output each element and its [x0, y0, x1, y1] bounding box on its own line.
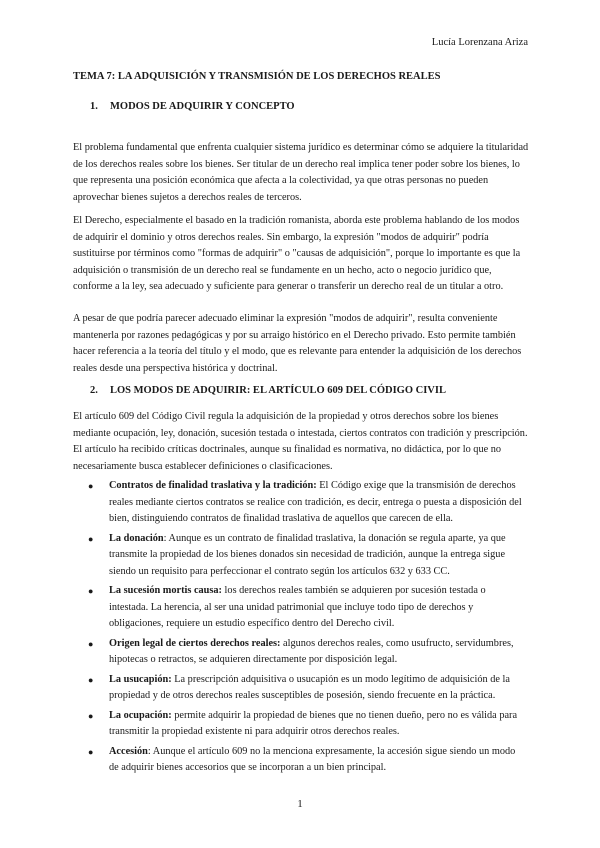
- bullet-icon: ●: [88, 710, 94, 721]
- section-number: 1.: [90, 101, 98, 112]
- list-item-text: : Aunque es un contrato de finalidad traslativa, la donación se regula aparte, ya que transmite la propiedad de los bienes donados sin necesidad de tradición, aunque la entrega sigue siendo un requisito para perfeccionar el contrato según los artículos 632 y 633 CC.: [109, 532, 506, 577]
- section-title: LOS MODOS DE ADQUIRIR: EL ARTÍCULO 609 DEL CÓDIGO CIVIL: [110, 385, 446, 396]
- list-item: [88, 672, 526, 705]
- paragraph: El artículo 609 del Código Civil regula la adquisición de la propiedad y otros derechos sobre los bienes mediante ocupación, ley, donación, sucesión testada o intestada, ciertos contratos con tradición y prescripción. El artículo ha recibido críticas doctrinales, aunque su finalidad es normativa, no didáctica, por lo que no necesariamente busca establecer definiciones o clasificaciones.: [73, 411, 528, 472]
- list-item-text: los derechos reales también se adquieren por sucesión testada o intestada. La herencia, al ser una unidad patrimonial que incluye todo tipo de derechos y obligaciones, requiere un estudio específico dentro del Derecho civil.: [109, 585, 486, 629]
- bullet-icon: ●: [88, 674, 94, 685]
- list-item: [88, 708, 526, 741]
- section-title: MODOS DE ADQUIRIR Y CONCEPTO: [110, 101, 295, 112]
- list-item-text: : Aunque el artículo 609 no la menciona expresamente, la accesión sigue siendo un modo de adquirir bienes accesorios que se incorporan a un bien principal.: [109, 745, 516, 773]
- list-item-term: Accesión: [109, 745, 148, 757]
- list-item-term: Contratos de finalidad traslativa y la tradición:: [109, 480, 317, 491]
- paragraph: El problema fundamental que enfrenta cualquier sistema jurídico es determinar cómo se adquiere la titularidad de los derechos reales sobre los bienes. Ser titular de un derecho real implica tener poder sobre los bienes, lo que representa una posición económica que afecta a la colectividad, ya que otras personas no pueden aprovechar bienes sujetos a derechos reales de terceros.: [73, 142, 529, 203]
- list-item-text: El Código exige que la transmisión de derechos reales mediante ciertos contratos se realice con tradición, es decir, entrega o puesta a disposición del bien, distinguiendo contratos de finalidad traslativa de aquellos que carecen de ella.: [109, 480, 522, 524]
- header-author: Lucía Lorenzana Ariza: [431, 37, 528, 48]
- bullet-icon: ●: [88, 586, 94, 596]
- list-item-text: La prescripción adquisitiva o usucapión es un modo legítimo de adquisición de la propiedad y de otros derechos reales susceptibles de posesión, siendo frecuente en la práctica.: [109, 673, 510, 701]
- list-item-term: La sucesión mortis causa:: [109, 585, 222, 596]
- list-item-text: algunos derechos reales, como usufructo, servidumbres, hipotecas o retractos, se adquieren directamente por disposición legal.: [109, 637, 514, 665]
- bullet-icon: ●: [88, 746, 94, 757]
- list-item: [88, 744, 526, 777]
- list-item: [88, 531, 526, 581]
- paragraph: A pesar de que podría parecer adecuado eliminar la expresión "modos de adquirir", resulta conveniente mantenerla por razones pedagógicas y por su arraigo histórico en el Derecho privado. Esto permite también hacer referencia a la teoría del título y el modo, que es relevante para entender la adquisición de los derechos reales desde una perspectiva histórica y doctrinal.: [73, 313, 522, 374]
- list-item-term: Origen legal de ciertos derechos reales:: [109, 637, 281, 649]
- section-heading-1: [90, 101, 295, 112]
- paragraph: El Derecho, especialmente el basado en la tradición romanista, aborda este problema hablando de los modos de adquirir el dominio y otros derechos reales. Sin embargo, la expresión "modos de adquirir" podría sustituirse por términos como "formas de adquirir" o "causas de adquisición", porque lo importante es que la adquisición o transmisión de un derecho real se fundamente en un hecho, acto o negocio jurídico que, conforme a la ley, sea adecuado y suficiente para generar o transferir un derecho real de un titular a otro.: [73, 215, 521, 292]
- list-item-term: La usucapión:: [109, 673, 172, 685]
- list-item: [88, 583, 526, 633]
- document-title: TEMA 7: LA ADQUISICIÓN Y TRANSMISIÓN DE LOS DERECHOS REALES: [73, 71, 441, 82]
- list-item-text: permite adquirir la propiedad de bienes que no tienen dueño, pero no es válida para transmitir la propiedad existente ni para adquirir otros derechos reales.: [109, 709, 518, 737]
- bullet-list: [88, 478, 526, 780]
- section-heading-2: [90, 385, 446, 396]
- list-item-term: La donación: [109, 532, 164, 544]
- bullet-icon: ●: [88, 638, 94, 649]
- list-item: [88, 636, 526, 669]
- list-item: [88, 478, 526, 528]
- list-item-term: La ocupación:: [109, 709, 172, 721]
- bullet-icon: ●: [88, 533, 94, 544]
- page-number: 1: [297, 798, 303, 810]
- bullet-icon: ●: [88, 481, 94, 491]
- section-number: 2.: [90, 385, 98, 396]
